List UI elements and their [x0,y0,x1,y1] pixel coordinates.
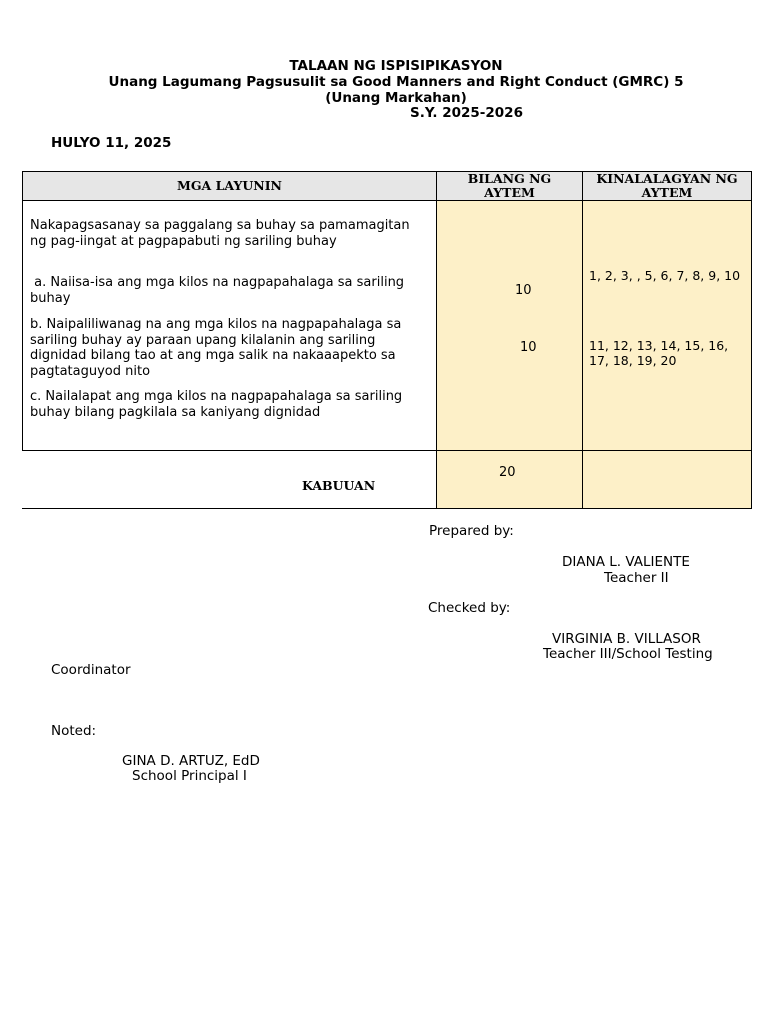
document-date: HULYO 11, 2025 [51,135,172,151]
item-placement-a: 1, 2, 3, , 5, 6, 7, 8, 9, 10 [589,268,741,283]
objective-a: a. Naiisa-isa ang mga kilos na nagpapahalaga sa sariling buhay [30,275,409,306]
total-value-cell [436,450,583,509]
noted-label: Noted: [51,723,97,739]
objective-c: c. Nailalapat ang mga kilos na nagpapahalaga sa sariling buhay bilang pagkilala sa kaniyang dignidad [30,389,403,420]
checked-by-title-cont: Coordinator [51,662,131,678]
item-placement-cell [582,200,752,451]
prepared-by-name: DIANA L. VALIENTE [562,554,690,570]
objective-main: Nakapagsasanay sa paggalang sa buhay sa pamamagitan ng pag-iingat at pagpapabuti ng sariling buhay [30,218,410,249]
noted-by-name: GINA D. ARTUZ, EdD [122,753,260,769]
col-header-item-placement-label: KINALALAGYAN NG AYTEM [596,171,738,200]
total-label-cell [22,450,437,509]
noted-by-title: School Principal I [132,768,247,784]
checked-by-title: Teacher III/School Testing [543,646,713,662]
prepared-by-title: Teacher II [604,570,669,586]
item-count-b: 10 [520,340,537,355]
total-placement-cell [582,450,752,509]
document-subtitle: Unang Lagumang Pagsusulit sa Good Manners and Right Conduct (GMRC) 5 [108,74,684,90]
col-header-item-count [436,171,583,201]
school-year: S.Y. 2025-2026 [410,105,523,121]
item-placement-b: 11, 12, 13, 14, 15, 16, 17, 18, 19, 20 [589,338,729,368]
document-title: TALAAN NG ISPISIPIKASYON [289,58,503,74]
col-header-objectives [22,171,437,201]
objective-b: b. Naipaliliwanag na ang mga kilos na nagpapahalaga sa sariling buhay ay paraan upang kilalanin ang sariling dignidad bilang tao at ang mga salik na nakaaapekto sa pagtataguyod nito [30,317,402,379]
checked-by-label: Checked by: [428,600,511,616]
col-header-item-placement [582,171,752,201]
quarter-label: (Unang Markahan) [325,90,467,106]
objectives-cell [22,200,437,451]
prepared-by-label: Prepared by: [429,523,514,539]
total-label: KABUUAN [302,478,376,493]
col-header-objectives-label: MGA LAYUNIN [177,178,282,193]
total-value: 20 [499,465,516,480]
item-count-a: 10 [515,283,532,298]
checked-by-name: VIRGINIA B. VILLASOR [552,631,701,647]
item-count-cell [436,200,583,451]
col-header-item-count-label: BILANG NG AYTEM [467,171,552,200]
